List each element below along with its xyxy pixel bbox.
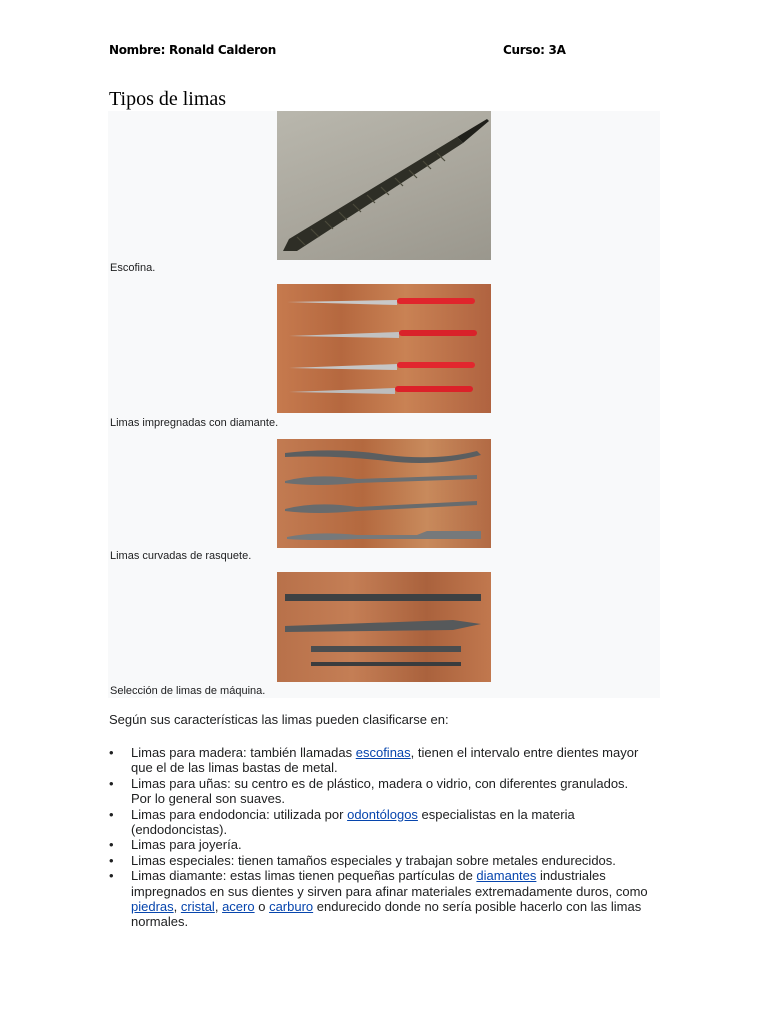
link-carburo[interactable]: carburo <box>269 899 314 915</box>
item-text: especialistas en la materia (endodoncistas). <box>131 806 575 838</box>
item-text: Limas especiales: tienen tamaños especiales y trabajan sobre metales endurecidos. <box>131 852 616 868</box>
item-text: Limas para joyería. <box>131 837 242 853</box>
list-item <box>109 776 649 807</box>
item-text: Limas para uñas: su centro es de plástico, madera o vidrio, con diferentes granulados. Por lo general son suaves. <box>131 775 629 807</box>
list-item <box>109 745 649 776</box>
list-item <box>109 868 649 930</box>
item-text: , <box>173 899 181 915</box>
course-label: Curso: 3A <box>503 43 566 57</box>
list-item <box>109 853 649 868</box>
link-odontologos[interactable]: odontólogos <box>347 806 418 822</box>
item-text: Limas para endodoncia: utilizada por <box>131 806 348 822</box>
link-acero[interactable]: acero <box>222 899 255 915</box>
student-name: Nombre: Ronald Calderon <box>109 43 276 57</box>
list-item <box>109 837 649 852</box>
gallery-caption: Limas impregnadas con diamante. <box>110 417 279 429</box>
link-escofinas[interactable]: escofinas <box>355 745 411 760</box>
intro-paragraph: Según sus características las limas pueden clasificarse en: <box>109 712 449 727</box>
link-cristal[interactable]: cristal <box>180 899 215 915</box>
image-gallery <box>108 111 660 698</box>
gallery-caption: Escofina. <box>110 262 156 274</box>
list-item <box>109 807 649 838</box>
curved-files-photo <box>277 439 491 548</box>
item-text: Limas diamante: estas limas tienen pequeñas partículas de <box>131 868 477 884</box>
gallery-caption: Limas curvadas de rasquete. <box>110 550 252 562</box>
item-text: industriales impregnados en sus dientes y sirven para afinar materiales extremadamente duros, como <box>131 868 648 899</box>
file-types-list <box>109 745 649 930</box>
item-text: endurecido donde no sería posible hacerlo con las limas normales. <box>131 899 642 930</box>
document-title: Tipos de limas <box>109 88 227 110</box>
item-text: o <box>254 899 270 915</box>
item-text: , tienen el intervalo entre dientes mayor que el de las limas bastas de metal. <box>131 745 639 776</box>
machine-files-photo <box>277 572 491 682</box>
diamond-files-photo <box>277 284 491 413</box>
item-text: Limas para madera: también llamadas <box>131 745 356 760</box>
rasp-photo <box>277 111 491 260</box>
gallery-caption: Selección de limas de máquina. <box>110 685 266 697</box>
link-piedras[interactable]: piedras <box>131 899 174 915</box>
link-diamantes[interactable]: diamantes <box>476 868 537 884</box>
item-text: , <box>214 899 223 915</box>
